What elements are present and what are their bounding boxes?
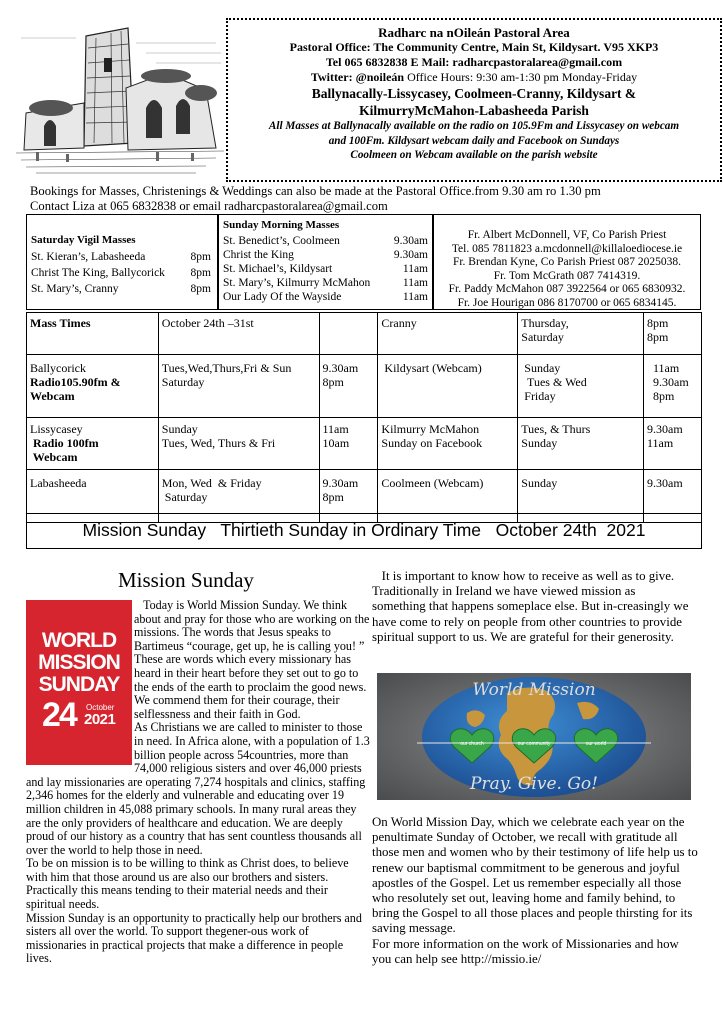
world-mission-image	[377, 673, 691, 800]
table-cell: 9.30am 11am	[644, 418, 702, 470]
morning-time: 11am	[402, 291, 428, 303]
broadcast-info: Radio105.90fm & Webcam	[30, 375, 121, 403]
badge-year: 2021	[84, 711, 116, 728]
pastoral-office-address: Pastoral Office: The Community Centre, Main St, Kildysart. V95 XKP3	[289, 40, 659, 54]
table-cell: Sunday	[518, 470, 644, 523]
priests-contact-box	[433, 214, 701, 310]
broadcast-note-3: Coolmeen on Webcam available on the parish website	[350, 149, 598, 161]
parish-name: Ballycorick	[30, 361, 86, 375]
heart-label: our community	[517, 741, 551, 747]
priest-line: Fr. Tom McGrath 087 7414319.	[493, 269, 641, 282]
article-left-column	[26, 598, 373, 966]
parish-line-1: Ballynacally-Lissycasey, Coolmeen-Cranny, Kildysart &	[311, 86, 637, 101]
morning-place: St. Michael’s, Kildysart	[223, 263, 333, 275]
article-paragraph: As Christians we are called to minister to those in need. In Africa alone, with a population of 1.3 billion people across 54countries, more than 74,000 religious sisters and over 46,000 priests and lay missionaries are operating 7,274 hospitals and clinics, staffing 2,346 homes for the elderly and vulnerable and educating over 19 million children in 45,088 primary schools. In many rural areas they are the only providers of healthcare and education. We are deeply proud of our history as a country that has sent countless thousands all over the world to help those in need.	[26, 720, 370, 857]
table-cell: Tues,Wed,Thurs,Fri & Sun Saturday	[158, 355, 319, 418]
morning-heading: Sunday Morning Masses	[223, 219, 340, 231]
broadcast-note-2: and 100Fm. Kildysart webcam daily and Facebook on Sundays	[328, 134, 620, 147]
table-row	[27, 418, 702, 470]
badge-word: MISSION	[38, 651, 120, 674]
article-paragraph: It is important to know how to receive as well as to give. Traditionally in Ireland we have viewed mission as something that happens someplace else. But in-creasingly we have come to rely on people from other countries to provide spiritual support to us. We are grateful for their generosity.	[372, 569, 692, 644]
bookings-line-1: Bookings for Masses, Christenings & Weddings can also be made at the Pastoral Office.from 9.30 am ro 1.30 pm	[30, 184, 601, 198]
pray-give-go-slogan: Pray. Give. Go!	[470, 774, 598, 794]
vigil-row	[31, 282, 211, 296]
table-row	[27, 313, 702, 355]
twitter-handle: Twitter: @noileán	[310, 70, 405, 84]
world-mission-arc-text: World Mission	[472, 680, 596, 700]
morning-row	[223, 276, 428, 290]
vigil-row	[31, 266, 211, 280]
article-paragraph: Today is World Mission Sunday. We think about and pray for those who are working on the missions. The words that Jesus speaks to Bartimeus “courage, get up, he is calling you! ” These are words which every missionary has heard in their heart before they set out to go to the ends of the earth to proclaim the good news. We commend them for their courage, their selflessness and their faith in God.	[134, 598, 373, 721]
morning-place: Christ the King	[223, 249, 294, 261]
parish-name: Lissycasey	[30, 422, 83, 436]
priest-line: Fr. Albert McDonnell, VF, Co Parish Priest	[467, 229, 667, 241]
morning-time: 11am	[402, 277, 428, 289]
vigil-place: St. Mary’s, Cranny	[31, 283, 119, 295]
office-hours: Office Hours: 9:30 am-1:30 pm Monday-Friday	[407, 70, 638, 84]
heart-label: our church	[460, 741, 484, 747]
table-cell: 9.30am 8pm	[319, 470, 378, 523]
badge-word: WORLD	[41, 629, 117, 652]
contact-line: Tel 065 6832838 E Mail: radharcpastoralarea@gmail.com	[325, 55, 623, 69]
table-cell: Sunday Tues & Wed Friday	[518, 355, 644, 418]
pastoral-area-title: Radharc na nOileán Pastoral Area	[378, 25, 570, 40]
broadcast-note-1: All Masses at Ballynacally available on the radio on 105.9Fm and Lissycasey on webcam	[268, 120, 680, 132]
heart-label: our world	[585, 741, 607, 747]
broadcast-info: Radio 100fm Webcam	[32, 436, 99, 464]
missio-link-paragraph: For more information on the work of Missionaries and how you can help see http://missio.ie/	[372, 936, 679, 966]
table-cell: 9.30am	[644, 470, 702, 523]
pastoral-header-box	[226, 18, 722, 182]
table-cell: Cranny	[378, 313, 518, 355]
article-paragraph: Mission Sunday is an opportunity to practically help our brothers and sisters all over the world. To support thegener-ous work of missionaries in practical projects that make a difference in people lives.	[26, 910, 362, 966]
saturday-vigil-box	[26, 214, 218, 310]
morning-row	[223, 234, 428, 248]
mass-times-period: October 24th –31st	[158, 313, 319, 355]
badge-day: 24	[42, 696, 76, 734]
church-sketch-image	[16, 18, 224, 176]
article-title: Mission Sunday	[118, 568, 254, 592]
table-cell: 8pm 8pm	[644, 313, 702, 355]
vigil-time: 8pm	[190, 267, 211, 279]
twitter-hours-line	[228, 70, 720, 85]
morning-time: 9.30am	[393, 249, 428, 261]
table-cell	[27, 355, 159, 418]
parish-line-2: KilmurryMcMahon-Labasheeda Parish	[359, 103, 589, 118]
morning-time: 11am	[402, 263, 428, 275]
vigil-place: St. Kieran’s, Labasheeda	[31, 251, 146, 263]
table-cell: Coolmeen (Webcam)	[378, 470, 518, 523]
vigil-time: 8pm	[190, 283, 211, 295]
article-paragraph: On World Mission Day, which we celebrate each year on the penultimate Sunday of October, we recall with gratitude all those men and women who by their testimony of life help us to renew our baptismal commitment to be generous and joyful apostles of the Gospel. Let us remember especially all those who resolutely set out, leaving home and family behind, to bring the Gospel to all those places and people thirsting for its saving message.	[372, 815, 698, 936]
morning-row	[223, 248, 428, 262]
table-cell: Kildysart (Webcam)	[378, 355, 518, 418]
table-cell: 11am 10am	[319, 418, 378, 470]
priest-line: Tel. 085 7811823 a.mcdonnell@killaloediocese.ie	[451, 242, 683, 255]
table-cell: 11am 9.30am 8pm	[644, 355, 702, 418]
bookings-line-2: Contact Liza at 065 6832838 or email radharcpastoralarea@gmail.com	[30, 199, 388, 213]
table-cell: Kilmurry McMahon Sunday on Facebook	[378, 418, 518, 470]
vigil-row	[31, 250, 211, 264]
morning-time: 9.30am	[393, 235, 428, 247]
vigil-time: 8pm	[190, 251, 211, 263]
badge-float-spacer	[26, 599, 134, 767]
article-right-column-top	[372, 569, 690, 645]
vigil-heading: Saturday Vigil Masses	[31, 234, 136, 246]
table-cell	[27, 418, 159, 470]
table-cell: Labasheeda	[27, 470, 159, 523]
sunday-title-bar: Mission Sunday Thirtieth Sunday in Ordinary Time October 24th 2021	[26, 513, 702, 549]
table-cell: Tues, & Thurs Sunday	[518, 418, 644, 470]
table-cell: Sunday Tues, Wed, Thurs & Fri	[158, 418, 319, 470]
mass-times-table	[26, 312, 702, 523]
morning-place: St. Benedict’s, Coolmeen	[223, 235, 340, 247]
article-right-column-bottom	[372, 815, 698, 967]
priest-line: Fr. Brendan Kyne, Co Parish Priest 087 2025038.	[452, 256, 682, 269]
morning-row	[223, 262, 428, 276]
table-cell: Thursday, Saturday	[518, 313, 644, 355]
table-row	[27, 355, 702, 418]
morning-place: St. Mary’s, Kilmurry McMahon	[223, 277, 371, 289]
table-cell: 9.30am 8pm	[319, 355, 378, 418]
table-cell	[319, 313, 378, 355]
morning-row	[223, 290, 428, 304]
badge-word: SUNDAY	[38, 673, 120, 696]
vigil-place: Christ The King, Ballycorick	[31, 267, 165, 279]
sunday-morning-box	[218, 214, 433, 310]
bookings-info	[30, 184, 601, 214]
priest-line: Fr. Joe Hourigan 086 8170700 or 065 6834145.	[457, 296, 677, 309]
mass-times-heading: Mass Times	[27, 313, 159, 355]
priest-line: Fr. Paddy McMahon 087 3922564 or 065 6830932.	[448, 283, 686, 296]
table-cell: Mon, Wed & Friday Saturday	[158, 470, 319, 523]
badge-month: October	[86, 703, 115, 712]
morning-place: Our Lady Of the Wayside	[223, 291, 342, 303]
article-paragraph: To be on mission is to be willing to think as Christ does, to believe with him that those around us are also our brothers and sisters. Practically this means tending to their material needs and their spiritual needs.	[26, 856, 349, 912]
